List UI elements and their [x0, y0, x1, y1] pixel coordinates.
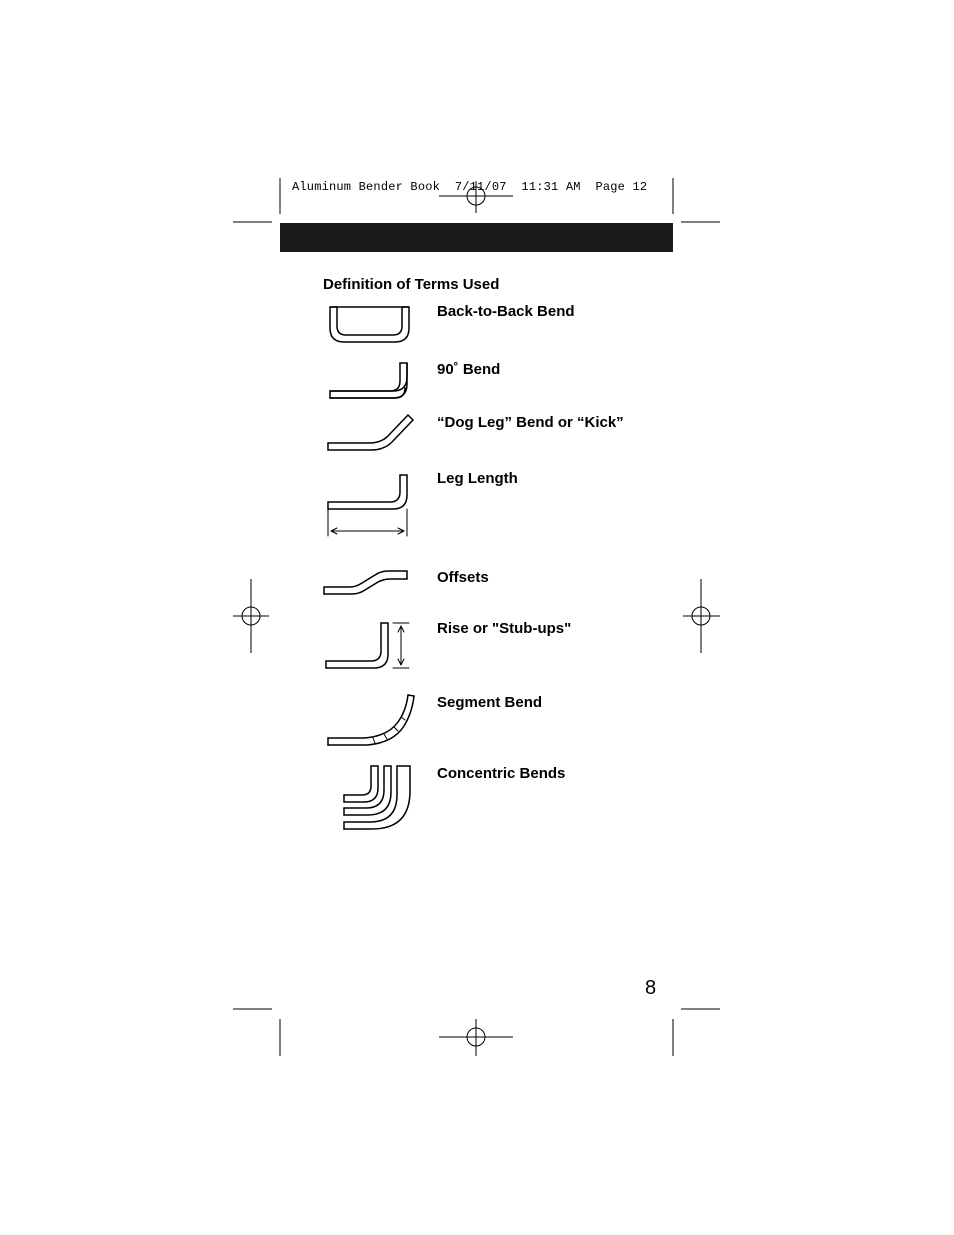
section-title: Definition of Terms Used [323, 276, 500, 293]
header-bar [280, 223, 673, 252]
term-dog-leg-bend: “Dog Leg” Bend or “Kick” [437, 414, 624, 431]
term-concentric-bends: Concentric Bends [437, 765, 566, 782]
term-segment-bend: Segment Bend [437, 694, 543, 711]
term-90-degree-bend: 90˚ Bend [437, 361, 501, 378]
term-rise-stub-ups: Rise or "Stub-ups" [437, 620, 572, 637]
print-slug: Aluminum Bender Book 7/11/07 11:31 AM Page 12 [292, 180, 648, 194]
term-leg-length: Leg Length [437, 470, 518, 487]
term-offsets: Offsets [437, 569, 489, 586]
term-back-to-back-bend: Back-to-Back Bend [437, 303, 575, 320]
page-number: 8 [645, 977, 657, 999]
